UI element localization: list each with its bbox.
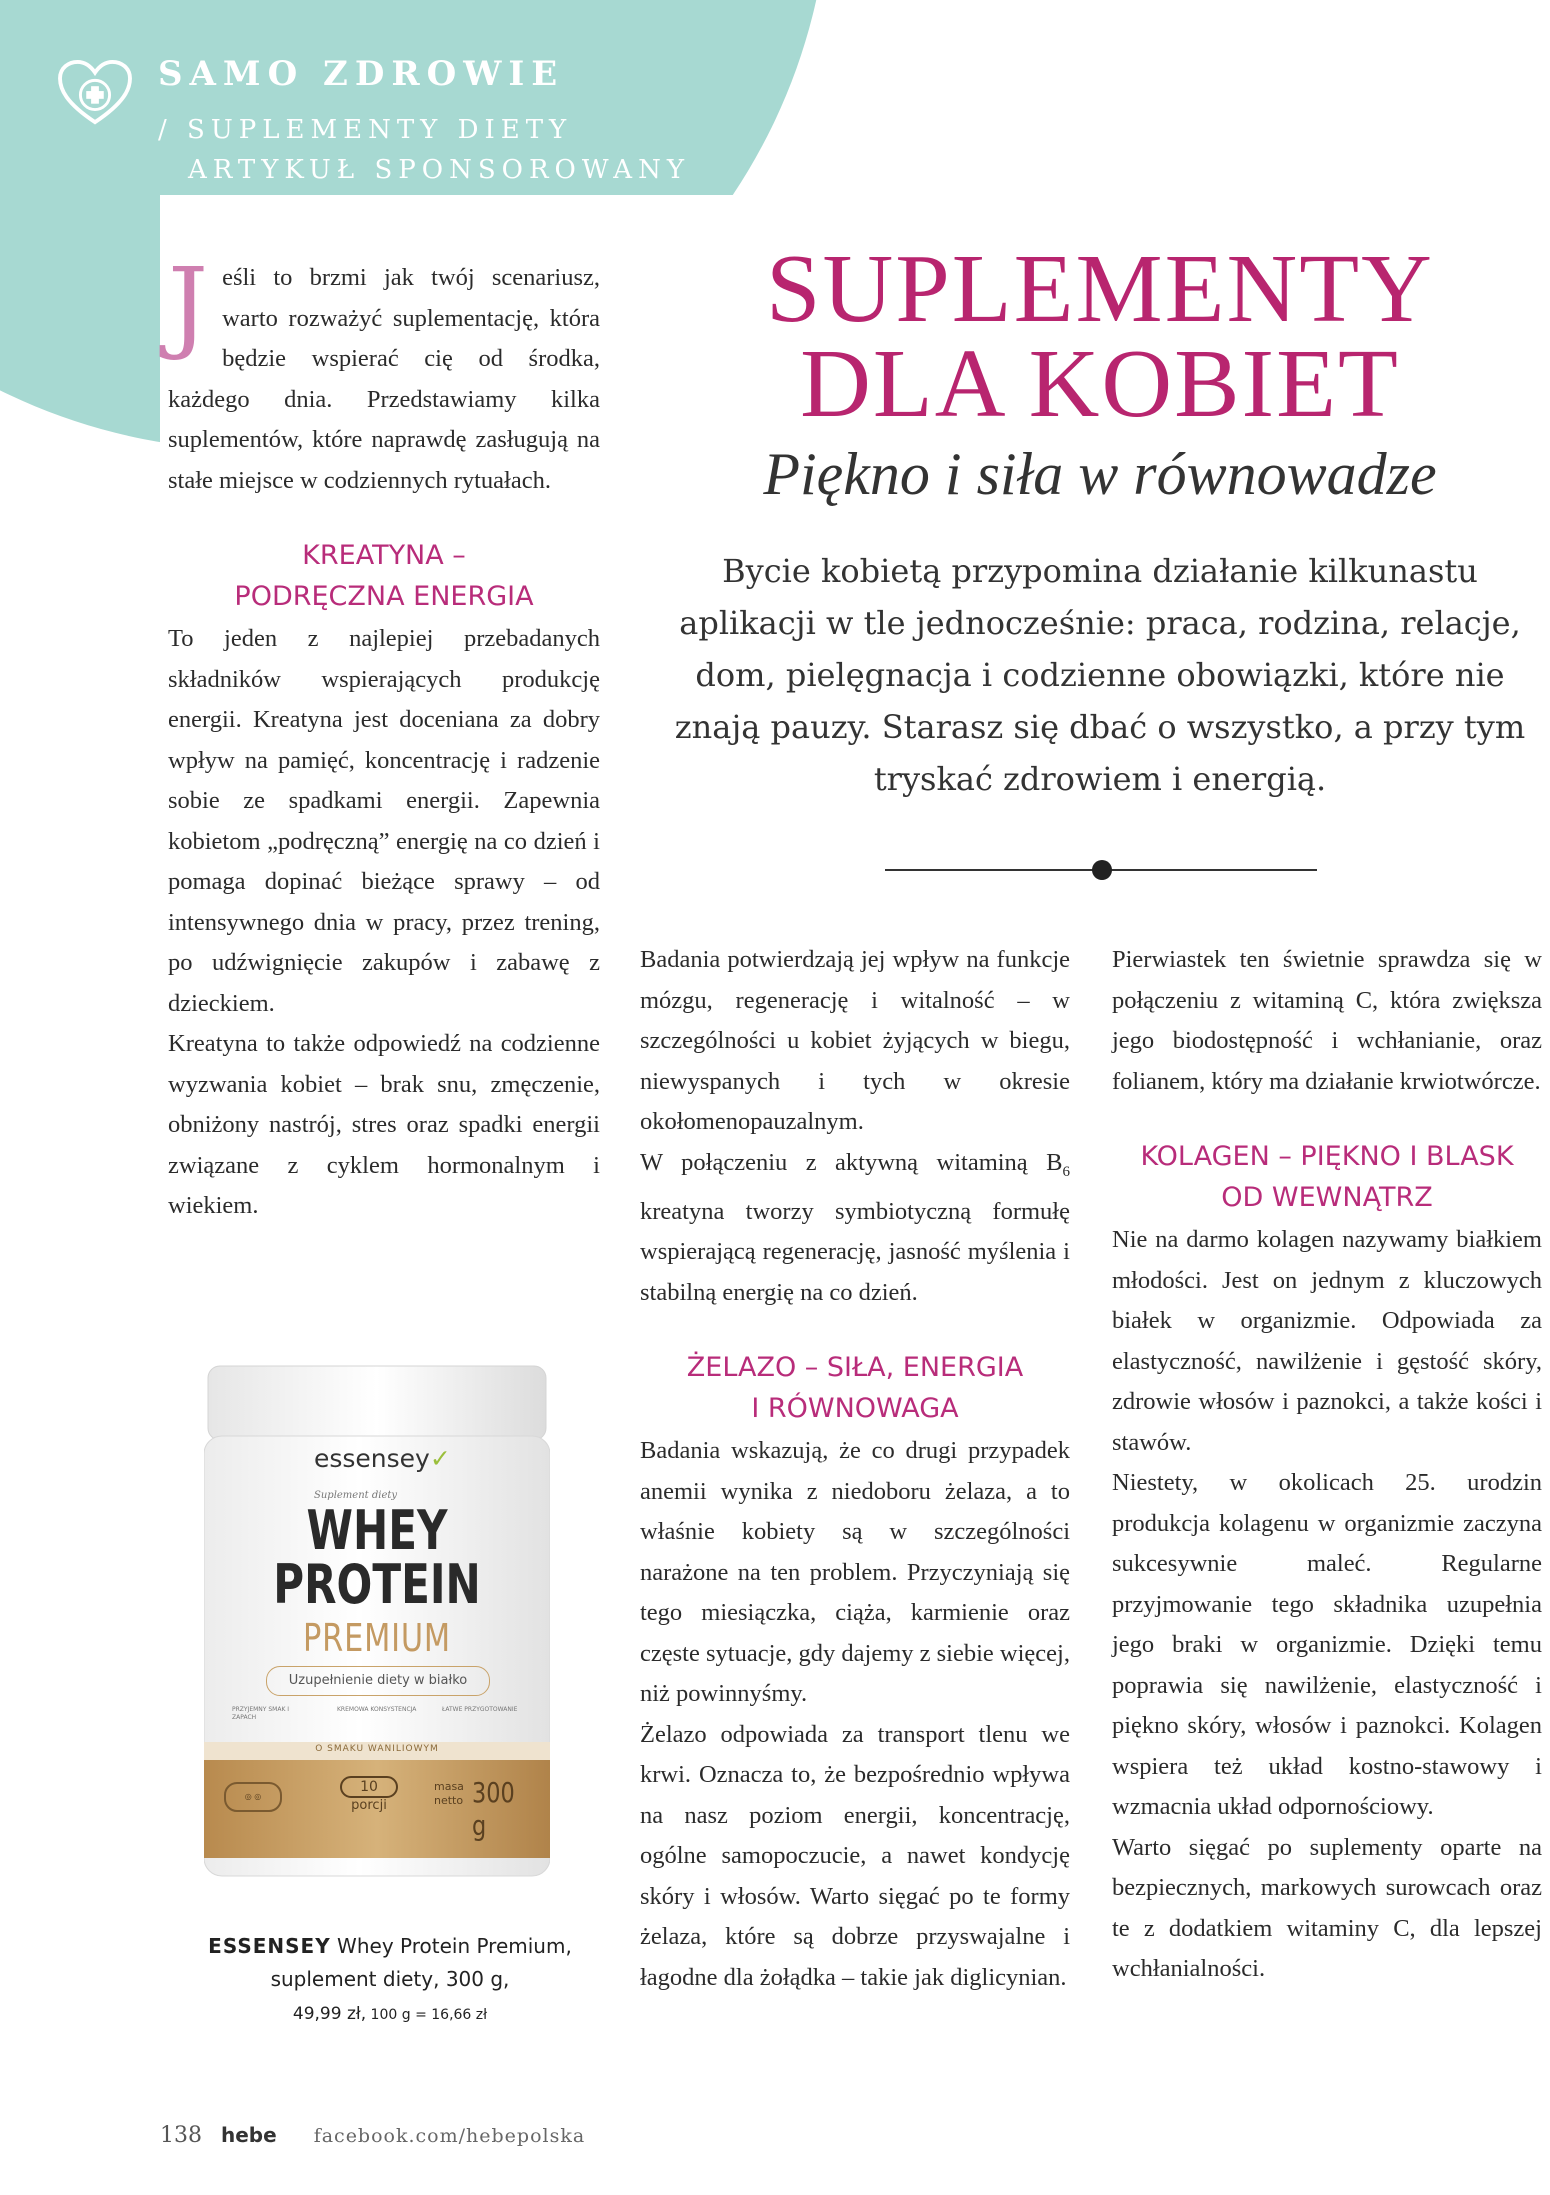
feature-texture: KREMOWA KONSYSTENCJA [337,1706,417,1713]
divider-dot [1092,860,1112,880]
section-subtitle: / SUPLEMENTY DIETY [158,115,573,145]
heart-plus-icon [56,58,134,128]
heading-kolagen: KOLAGEN – PIĘKNO I BLASK OD WEWNĄTRZ [1140,1141,1514,1213]
certification-badges: ◎ ◎ [224,1782,282,1812]
leaf-icon: ✓ [429,1444,451,1473]
paragraph-kreatyna-2: Kreatyna to także odpowiedź na codzienne wyzwania kobiet – brak snu, zmęczenie, obniżony nastrój, stres oraz spadki energii związane z cyklem hormonalnym i wiekiem. [168,1030,600,1219]
heading-kreatyna: KREATYNA – PODRĘCZNA ENERGIA [234,540,534,612]
paragraph-witamina-b6: W połączeniu z aktywną witaminą $B_6$ kreatyna tworzy symbiotyczną formułę wspierającą regenerację, jasność myślenia i stabilną energię na co dzień. [640,1148,1070,1306]
paragraph-badania: Badania potwierdzają jej wpływ na funkcje mózgu, regenerację i witalność – w szczególności u kobiet żyjących w biegu, niewyspanych i tych w okresie okołomenopauzalnym. [640,946,1070,1135]
product-caption: ESSENSEY Whey Protein Premium, suplement diety, 300 g, 49,99 zł, 100 g = 16,66 zł [208,1934,572,2024]
product-name: WHEY PROTEIN [273,1499,481,1616]
lead-paragraph: Jeśli to brzmi jak twój scenariusz, warto rozważyć suplementację, która będzie wspierać cię od środka, każdego dnia. Przedstawiamy kilka suplementów, które naprawdę zasługują na stałe miejsce w codziennych rytuałach. [168,246,600,494]
facebook-link[interactable]: facebook.com/hebepolska [313,2125,586,2147]
paragraph-zelazo-1: Badania wskazują, że co drugi przypadek anemii wynika z niedoboru żelaza, a to właśnie kobiety są w szczególności narażone na ten problem. Przyczyniają się tego miesiączka, ciąża, karmienie oraz częste sytuacje, gdy dajemy z siebie więcej, niż powinnyśmy. [640,1437,1070,1708]
middle-column [640,940,1070,1998]
feature-preparation: ŁATWE PRZYGOTOWANIE [442,1706,518,1713]
paragraph-pierwiastek: Pierwiastek ten świetnie sprawdza się w połączeniu z witaminą C, która zwiększa jego biodostępność i wchłanianie, oraz folianem, który ma działanie krwiotwórcze. [1112,946,1542,1095]
paragraph-kreatyna-1: To jeden z najlepiej przebadanych składników wspierających produkcję energii. Kreatyna jest doceniana za dobry wpływ na pamięć, koncentrację i radzenie sobie ze spadkami energii. Zapewnia kobietom „podręczną” energię na co dzień i pomaga dopinać bieżące sprawy – od intensywnego dnia w pracy, przez trening, po udźwignięcie zakupów i zabawę z dzieckiem. [168,625,600,1017]
paragraph-kolagen-1: Nie na darmo kolagen nazywamy białkiem młodości. Jest on jednym z kluczowych białek w organizmie. Odpowiada za elastyczność, nawilżenie i gęstość skóry, zdrowie włosów i paznokci, a także kości i stawów. [1112,1226,1542,1456]
paragraph-kolagen-2: Niestety, w okolicach 25. urodzin produkcja kolagenu w organizmie zaczyna sukcesywnie maleć. Regularne przyjmowanie tego składnika uzupełnia jego braki w organizmie. Dzięki temu poprawia się nawilżenie, elastyczność i piękno skóry, włosów i paznokci. Kolagen wspiera też układ kostno-stawowy i wzmacnia układ odpornościowy. [1112,1469,1542,1820]
paragraph-zelazo-2: Żelazo odpowiada za transport tlenu we krwi. Oznacza to, że bezpośrednio wpływa na nasz poziom energii, koncentrację, ogólne samopoczucie, a nawet kondycję skóry i włosów. Warto sięgać po te formy żelaza, które są dobrze przyswajalne i łagodne dla żołądka – takie jak diglicynian. [640,1720,1070,1991]
section-title: SAMO ZDROWIE [158,54,565,94]
footer-brand: hebe [221,2123,277,2147]
feature-taste: PRZYJEMNY SMAK I ZAPACH [232,1706,290,1721]
product-flavour: O SMAKU WANILIOWYM [315,1744,439,1754]
sponsored-label: ARTYKUŁ SPONSOROWANY [188,155,690,185]
product-brand: essensey✓ [314,1444,451,1473]
heading-zelazo: ŻELAZO – SIŁA, ENERGIA I RÓWNOWAGA [686,1352,1024,1425]
product-portions: 10 porcji [340,1776,398,1813]
left-column [168,246,600,1227]
product-features [232,1706,522,1722]
product-label [204,1362,550,1878]
paragraph-kolagen-3: Warto sięgać po suplementy oparte na bezpiecznych, markowych surowcach oraz te z dodatkiem witaminy C, dla lepszej wchłanialności. [1112,1833,1542,1982]
product-tagline: Uzupełnienie diety w białko [266,1666,490,1696]
article-subtitle: Piękno i siła w równowadze [763,441,1437,507]
page-footer [160,2123,585,2148]
intro-paragraph: Bycie kobietą przypomina działanie kilkunastu aplikacji w tle jednocześnie: praca, rodzina, relacje, dom, pielęgnacja i codzienne obowiązki, które nie znają pauzy. Starasz się dbać o wszystko, a przy tym tryskać zdrowiem i energią. [674,552,1526,798]
drop-cap: J [168,246,209,363]
right-column [1112,940,1542,1990]
product-premium: PREMIUM [303,1616,451,1660]
product-mass-label: masa netto [434,1780,464,1807]
article-title: SUPLEMENTY DLA KOBIET [766,235,1434,438]
product-mass-value: 300 g [472,1776,515,1842]
page-number: 138 [160,2123,202,2148]
product-small-label: Suplement diety [314,1490,398,1501]
